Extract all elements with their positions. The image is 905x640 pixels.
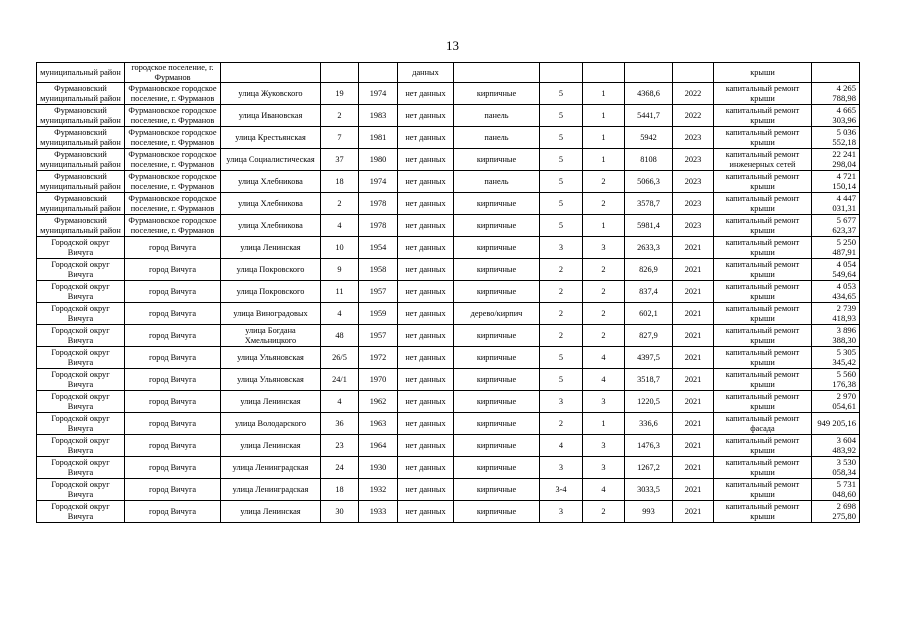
entrances-cell: 2 [583,501,625,523]
district-cell: Фурмановский муниципальный район [37,127,125,149]
entrances-cell: 3 [583,391,625,413]
work-type-cell: капитальный ремонт крыши [714,259,812,281]
plan-year-cell: 2021 [673,391,714,413]
floors-cell: 5 [540,347,583,369]
wall-material-cell: кирпичные [454,149,540,171]
floors-cell: 3 [540,237,583,259]
build-year-cell: 1930 [359,457,398,479]
district-cell: Фурмановский муниципальный район [37,193,125,215]
build-year-cell: 1954 [359,237,398,259]
cost-cell: 949 205,16 [812,413,860,435]
cost-cell: 4 665 303,96 [812,105,860,127]
entrances-cell: 2 [583,193,625,215]
wall-material-cell: кирпичные [454,391,540,413]
floors-cell: 4 [540,435,583,457]
settlement-cell: город Вичуга [125,237,221,259]
district-cell: муниципальный район [37,63,125,83]
plan-year-cell: 2021 [673,435,714,457]
cost-cell: 4 447 031,31 [812,193,860,215]
house-number-cell: 11 [321,281,359,303]
entrances-cell: 2 [583,303,625,325]
street-cell: улица Ленинская [221,391,321,413]
district-cell: Фурмановский муниципальный район [37,149,125,171]
wall-material-cell: кирпичные [454,325,540,347]
area-cell: 5942 [625,127,673,149]
build-year-cell: 1981 [359,127,398,149]
street-cell [221,63,321,83]
build-year-cell: 1972 [359,347,398,369]
entrances-cell: 1 [583,127,625,149]
wall-material-cell: кирпичные [454,501,540,523]
street-cell: улица Крестьянская [221,127,321,149]
cost-cell: 4 053 434,65 [812,281,860,303]
house-number-cell: 24 [321,457,359,479]
street-cell: улица Социалистическая [221,149,321,171]
wear-cell: нет данных [398,281,454,303]
plan-year-cell: 2023 [673,171,714,193]
house-number-cell: 23 [321,435,359,457]
district-cell: Городской округ Вичуга [37,391,125,413]
build-year-cell: 1980 [359,149,398,171]
settlement-cell: Фурмановское городское поселение, г. Фурманов [125,215,221,237]
wear-cell: нет данных [398,237,454,259]
cost-cell: 5 677 623,37 [812,215,860,237]
plan-year-cell: 2021 [673,501,714,523]
floors-cell: 5 [540,215,583,237]
wear-cell: нет данных [398,435,454,457]
settlement-cell: Фурмановское городское поселение, г. Фурманов [125,171,221,193]
floors-cell: 2 [540,259,583,281]
floors-cell: 2 [540,325,583,347]
plan-year-cell: 2023 [673,193,714,215]
wall-material-cell: кирпичные [454,369,540,391]
plan-year-cell [673,63,714,83]
settlement-cell: Фурмановское городское поселение, г. Фурманов [125,193,221,215]
cost-cell: 3 604 483,92 [812,435,860,457]
wall-material-cell: дерево/кирпич [454,303,540,325]
area-cell: 3518,7 [625,369,673,391]
area-cell: 336,6 [625,413,673,435]
district-cell: Фурмановский муниципальный район [37,171,125,193]
area-cell: 602,1 [625,303,673,325]
wall-material-cell: кирпичные [454,281,540,303]
wear-cell: нет данных [398,193,454,215]
area-cell: 993 [625,501,673,523]
street-cell: улица Ульяновская [221,347,321,369]
cost-cell [812,63,860,83]
work-type-cell: капитальный ремонт крыши [714,83,812,105]
build-year-cell: 1964 [359,435,398,457]
build-year-cell: 1957 [359,325,398,347]
build-year-cell: 1974 [359,171,398,193]
settlement-cell: городское поселение, г. Фурманов [125,63,221,83]
work-type-cell: капитальный ремонт крыши [714,105,812,127]
house-number-cell: 10 [321,237,359,259]
floors-cell: 3 [540,457,583,479]
floors-cell: 2 [540,303,583,325]
area-cell: 826,9 [625,259,673,281]
house-number-cell: 18 [321,171,359,193]
entrances-cell: 4 [583,347,625,369]
floors-cell [540,63,583,83]
table-row [37,63,860,83]
wall-material-cell: кирпичные [454,457,540,479]
street-cell: улица Ульяновская [221,369,321,391]
area-cell: 1220,5 [625,391,673,413]
house-number-cell: 7 [321,127,359,149]
build-year-cell: 1932 [359,479,398,501]
street-cell: улица Виноградовых [221,303,321,325]
work-type-cell: крыши [714,63,812,83]
settlement-cell: город Вичуга [125,391,221,413]
street-cell: улица Ленинская [221,237,321,259]
cost-cell: 5 036 552,18 [812,127,860,149]
build-year-cell: 1933 [359,501,398,523]
street-cell: улица Хлебникова [221,215,321,237]
table-row [37,215,860,237]
settlement-cell: город Вичуга [125,479,221,501]
street-cell: улица Ленинградская [221,457,321,479]
district-cell: Городской округ Вичуга [37,237,125,259]
wall-material-cell [454,63,540,83]
floors-cell: 5 [540,83,583,105]
settlement-cell: город Вичуга [125,501,221,523]
cost-cell: 4 054 549,64 [812,259,860,281]
house-number-cell: 4 [321,303,359,325]
entrances-cell: 1 [583,215,625,237]
wear-cell: нет данных [398,105,454,127]
cost-cell: 2 698 275,80 [812,501,860,523]
wear-cell: нет данных [398,479,454,501]
plan-year-cell: 2021 [673,237,714,259]
wear-cell: нет данных [398,149,454,171]
wall-material-cell: кирпичные [454,193,540,215]
street-cell: улица Ленинградская [221,479,321,501]
house-number-cell: 19 [321,83,359,105]
entrances-cell: 4 [583,369,625,391]
settlement-cell: город Вичуга [125,413,221,435]
district-cell: Городской округ Вичуга [37,325,125,347]
district-cell: Городской округ Вичуга [37,479,125,501]
wear-cell: нет данных [398,325,454,347]
build-year-cell: 1958 [359,259,398,281]
wall-material-cell: кирпичные [454,479,540,501]
wall-material-cell: кирпичные [454,83,540,105]
wear-cell: нет данных [398,83,454,105]
plan-year-cell: 2022 [673,105,714,127]
cost-cell: 4 265 788,98 [812,83,860,105]
settlement-cell: город Вичуга [125,259,221,281]
floors-cell: 5 [540,171,583,193]
cost-cell: 3 530 058,34 [812,457,860,479]
entrances-cell: 1 [583,413,625,435]
plan-year-cell: 2021 [673,325,714,347]
floors-cell: 5 [540,369,583,391]
wall-material-cell: кирпичные [454,237,540,259]
area-cell: 827,9 [625,325,673,347]
street-cell: улица Ленинская [221,501,321,523]
work-type-cell: капитальный ремонт инженерных сетей [714,149,812,171]
area-cell: 3033,5 [625,479,673,501]
work-type-cell: капитальный ремонт крыши [714,215,812,237]
house-number-cell [321,63,359,83]
plan-year-cell: 2023 [673,149,714,171]
build-year-cell: 1974 [359,83,398,105]
area-cell: 8108 [625,149,673,171]
housing-repair-table [36,62,860,523]
table-row [37,391,860,413]
cost-cell: 5 305 345,42 [812,347,860,369]
floors-cell: 3 [540,391,583,413]
street-cell: улица Володарского [221,413,321,435]
area-cell: 3578,7 [625,193,673,215]
table-row [37,413,860,435]
wall-material-cell: кирпичные [454,435,540,457]
wear-cell: нет данных [398,391,454,413]
street-cell: улица Ивановская [221,105,321,127]
page-number: 13 [446,38,459,53]
settlement-cell: Фурмановское городское поселение, г. Фурманов [125,105,221,127]
street-cell: улица Богдана Хмельницкого [221,325,321,347]
settlement-cell: город Вичуга [125,325,221,347]
street-cell: улица Покровского [221,259,321,281]
wear-cell: нет данных [398,259,454,281]
table-row [37,105,860,127]
district-cell: Городской округ Вичуга [37,413,125,435]
house-number-cell: 9 [321,259,359,281]
settlement-cell: город Вичуга [125,281,221,303]
table-row [37,347,860,369]
house-number-cell: 2 [321,105,359,127]
table-row [37,193,860,215]
work-type-cell: капитальный ремонт крыши [714,171,812,193]
wall-material-cell: панель [454,171,540,193]
house-number-cell: 37 [321,149,359,171]
build-year-cell: 1959 [359,303,398,325]
plan-year-cell: 2021 [673,281,714,303]
cost-cell: 5 250 487,91 [812,237,860,259]
plan-year-cell: 2021 [673,457,714,479]
table-row [37,501,860,523]
build-year-cell: 1962 [359,391,398,413]
district-cell: Городской округ Вичуга [37,303,125,325]
settlement-cell: Фурмановское городское поселение, г. Фурманов [125,83,221,105]
wear-cell: нет данных [398,215,454,237]
area-cell: 4397,5 [625,347,673,369]
build-year-cell: 1963 [359,413,398,435]
wall-material-cell: панель [454,127,540,149]
street-cell: улица Хлебникова [221,171,321,193]
table-row [37,127,860,149]
table-row [37,259,860,281]
cost-cell: 5 731 048,60 [812,479,860,501]
build-year-cell: 1978 [359,215,398,237]
entrances-cell: 3 [583,435,625,457]
work-type-cell: капитальный ремонт крыши [714,435,812,457]
house-number-cell: 4 [321,391,359,413]
table-row [37,303,860,325]
area-cell: 1267,2 [625,457,673,479]
build-year-cell: 1978 [359,193,398,215]
work-type-cell: капитальный ремонт крыши [714,325,812,347]
plan-year-cell: 2021 [673,369,714,391]
table-row [37,149,860,171]
area-cell: 5981,4 [625,215,673,237]
table-row [37,369,860,391]
work-type-cell: капитальный ремонт фасада [714,413,812,435]
house-number-cell: 4 [321,215,359,237]
street-cell: улица Хлебникова [221,193,321,215]
work-type-cell: капитальный ремонт крыши [714,479,812,501]
house-number-cell: 2 [321,193,359,215]
settlement-cell: Фурмановское городское поселение, г. Фурманов [125,127,221,149]
entrances-cell: 3 [583,237,625,259]
district-cell: Городской округ Вичуга [37,369,125,391]
settlement-cell: город Вичуга [125,347,221,369]
wall-material-cell: кирпичные [454,413,540,435]
entrances-cell: 2 [583,325,625,347]
build-year-cell [359,63,398,83]
table-row [37,457,860,479]
work-type-cell: капитальный ремонт крыши [714,391,812,413]
wear-cell: данных [398,63,454,83]
table-row [37,171,860,193]
house-number-cell: 18 [321,479,359,501]
entrances-cell: 2 [583,281,625,303]
wall-material-cell: кирпичные [454,347,540,369]
area-cell: 4368,6 [625,83,673,105]
wear-cell: нет данных [398,303,454,325]
wall-material-cell: панель [454,105,540,127]
district-cell: Городской округ Вичуга [37,347,125,369]
house-number-cell: 24/1 [321,369,359,391]
wear-cell: нет данных [398,501,454,523]
work-type-cell: капитальный ремонт крыши [714,281,812,303]
floors-cell: 3-4 [540,479,583,501]
street-cell: улица Жуковского [221,83,321,105]
floors-cell: 5 [540,105,583,127]
wear-cell: нет данных [398,369,454,391]
cost-cell: 4 721 150,14 [812,171,860,193]
district-cell: Городской округ Вичуга [37,435,125,457]
floors-cell: 3 [540,501,583,523]
street-cell: улица Ленинская [221,435,321,457]
floors-cell: 5 [540,149,583,171]
district-cell: Городской округ Вичуга [37,457,125,479]
plan-year-cell: 2021 [673,259,714,281]
district-cell: Фурмановский муниципальный район [37,105,125,127]
plan-year-cell: 2023 [673,127,714,149]
wear-cell: нет данных [398,457,454,479]
cost-cell: 5 560 176,38 [812,369,860,391]
work-type-cell: капитальный ремонт крыши [714,369,812,391]
table-body [37,63,860,523]
entrances-cell: 1 [583,149,625,171]
area-cell: 837,4 [625,281,673,303]
plan-year-cell: 2021 [673,303,714,325]
table-row [37,325,860,347]
build-year-cell: 1983 [359,105,398,127]
settlement-cell: город Вичуга [125,435,221,457]
work-type-cell: капитальный ремонт крыши [714,457,812,479]
floors-cell: 5 [540,193,583,215]
entrances-cell: 2 [583,259,625,281]
plan-year-cell: 2021 [673,347,714,369]
entrances-cell: 1 [583,83,625,105]
work-type-cell: капитальный ремонт крыши [714,501,812,523]
wall-material-cell: кирпичные [454,215,540,237]
wall-material-cell: кирпичные [454,259,540,281]
cost-cell: 22 241 298,04 [812,149,860,171]
table-row [37,281,860,303]
floors-cell: 5 [540,127,583,149]
plan-year-cell: 2023 [673,215,714,237]
area-cell: 5441,7 [625,105,673,127]
wear-cell: нет данных [398,127,454,149]
work-type-cell: капитальный ремонт крыши [714,347,812,369]
district-cell: Городской округ Вичуга [37,281,125,303]
house-number-cell: 36 [321,413,359,435]
plan-year-cell: 2022 [673,83,714,105]
work-type-cell: капитальный ремонт крыши [714,193,812,215]
plan-year-cell: 2021 [673,479,714,501]
house-number-cell: 26/5 [321,347,359,369]
build-year-cell: 1957 [359,281,398,303]
district-cell: Фурмановский муниципальный район [37,215,125,237]
wear-cell: нет данных [398,413,454,435]
table-row [37,237,860,259]
area-cell: 5066,3 [625,171,673,193]
district-cell: Городской округ Вичуга [37,501,125,523]
plan-year-cell: 2021 [673,413,714,435]
entrances-cell [583,63,625,83]
wear-cell: нет данных [398,171,454,193]
district-cell: Городской округ Вичуга [37,259,125,281]
area-cell [625,63,673,83]
settlement-cell: город Вичуга [125,303,221,325]
cost-cell: 2 739 418,93 [812,303,860,325]
build-year-cell: 1970 [359,369,398,391]
table-row [37,435,860,457]
entrances-cell: 2 [583,171,625,193]
floors-cell: 2 [540,281,583,303]
area-cell: 2633,3 [625,237,673,259]
entrances-cell: 4 [583,479,625,501]
settlement-cell: Фурмановское городское поселение, г. Фурманов [125,149,221,171]
cost-cell: 3 896 388,30 [812,325,860,347]
entrances-cell: 1 [583,105,625,127]
house-number-cell: 30 [321,501,359,523]
entrances-cell: 3 [583,457,625,479]
settlement-cell: город Вичуга [125,457,221,479]
settlement-cell: город Вичуга [125,369,221,391]
area-cell: 1476,3 [625,435,673,457]
wear-cell: нет данных [398,347,454,369]
table-row [37,83,860,105]
street-cell: улица Покровского [221,281,321,303]
work-type-cell: капитальный ремонт крыши [714,303,812,325]
floors-cell: 2 [540,413,583,435]
house-number-cell: 48 [321,325,359,347]
cost-cell: 2 970 054,61 [812,391,860,413]
work-type-cell: капитальный ремонт крыши [714,127,812,149]
work-type-cell: капитальный ремонт крыши [714,237,812,259]
district-cell: Фурмановский муниципальный район [37,83,125,105]
table-row [37,479,860,501]
